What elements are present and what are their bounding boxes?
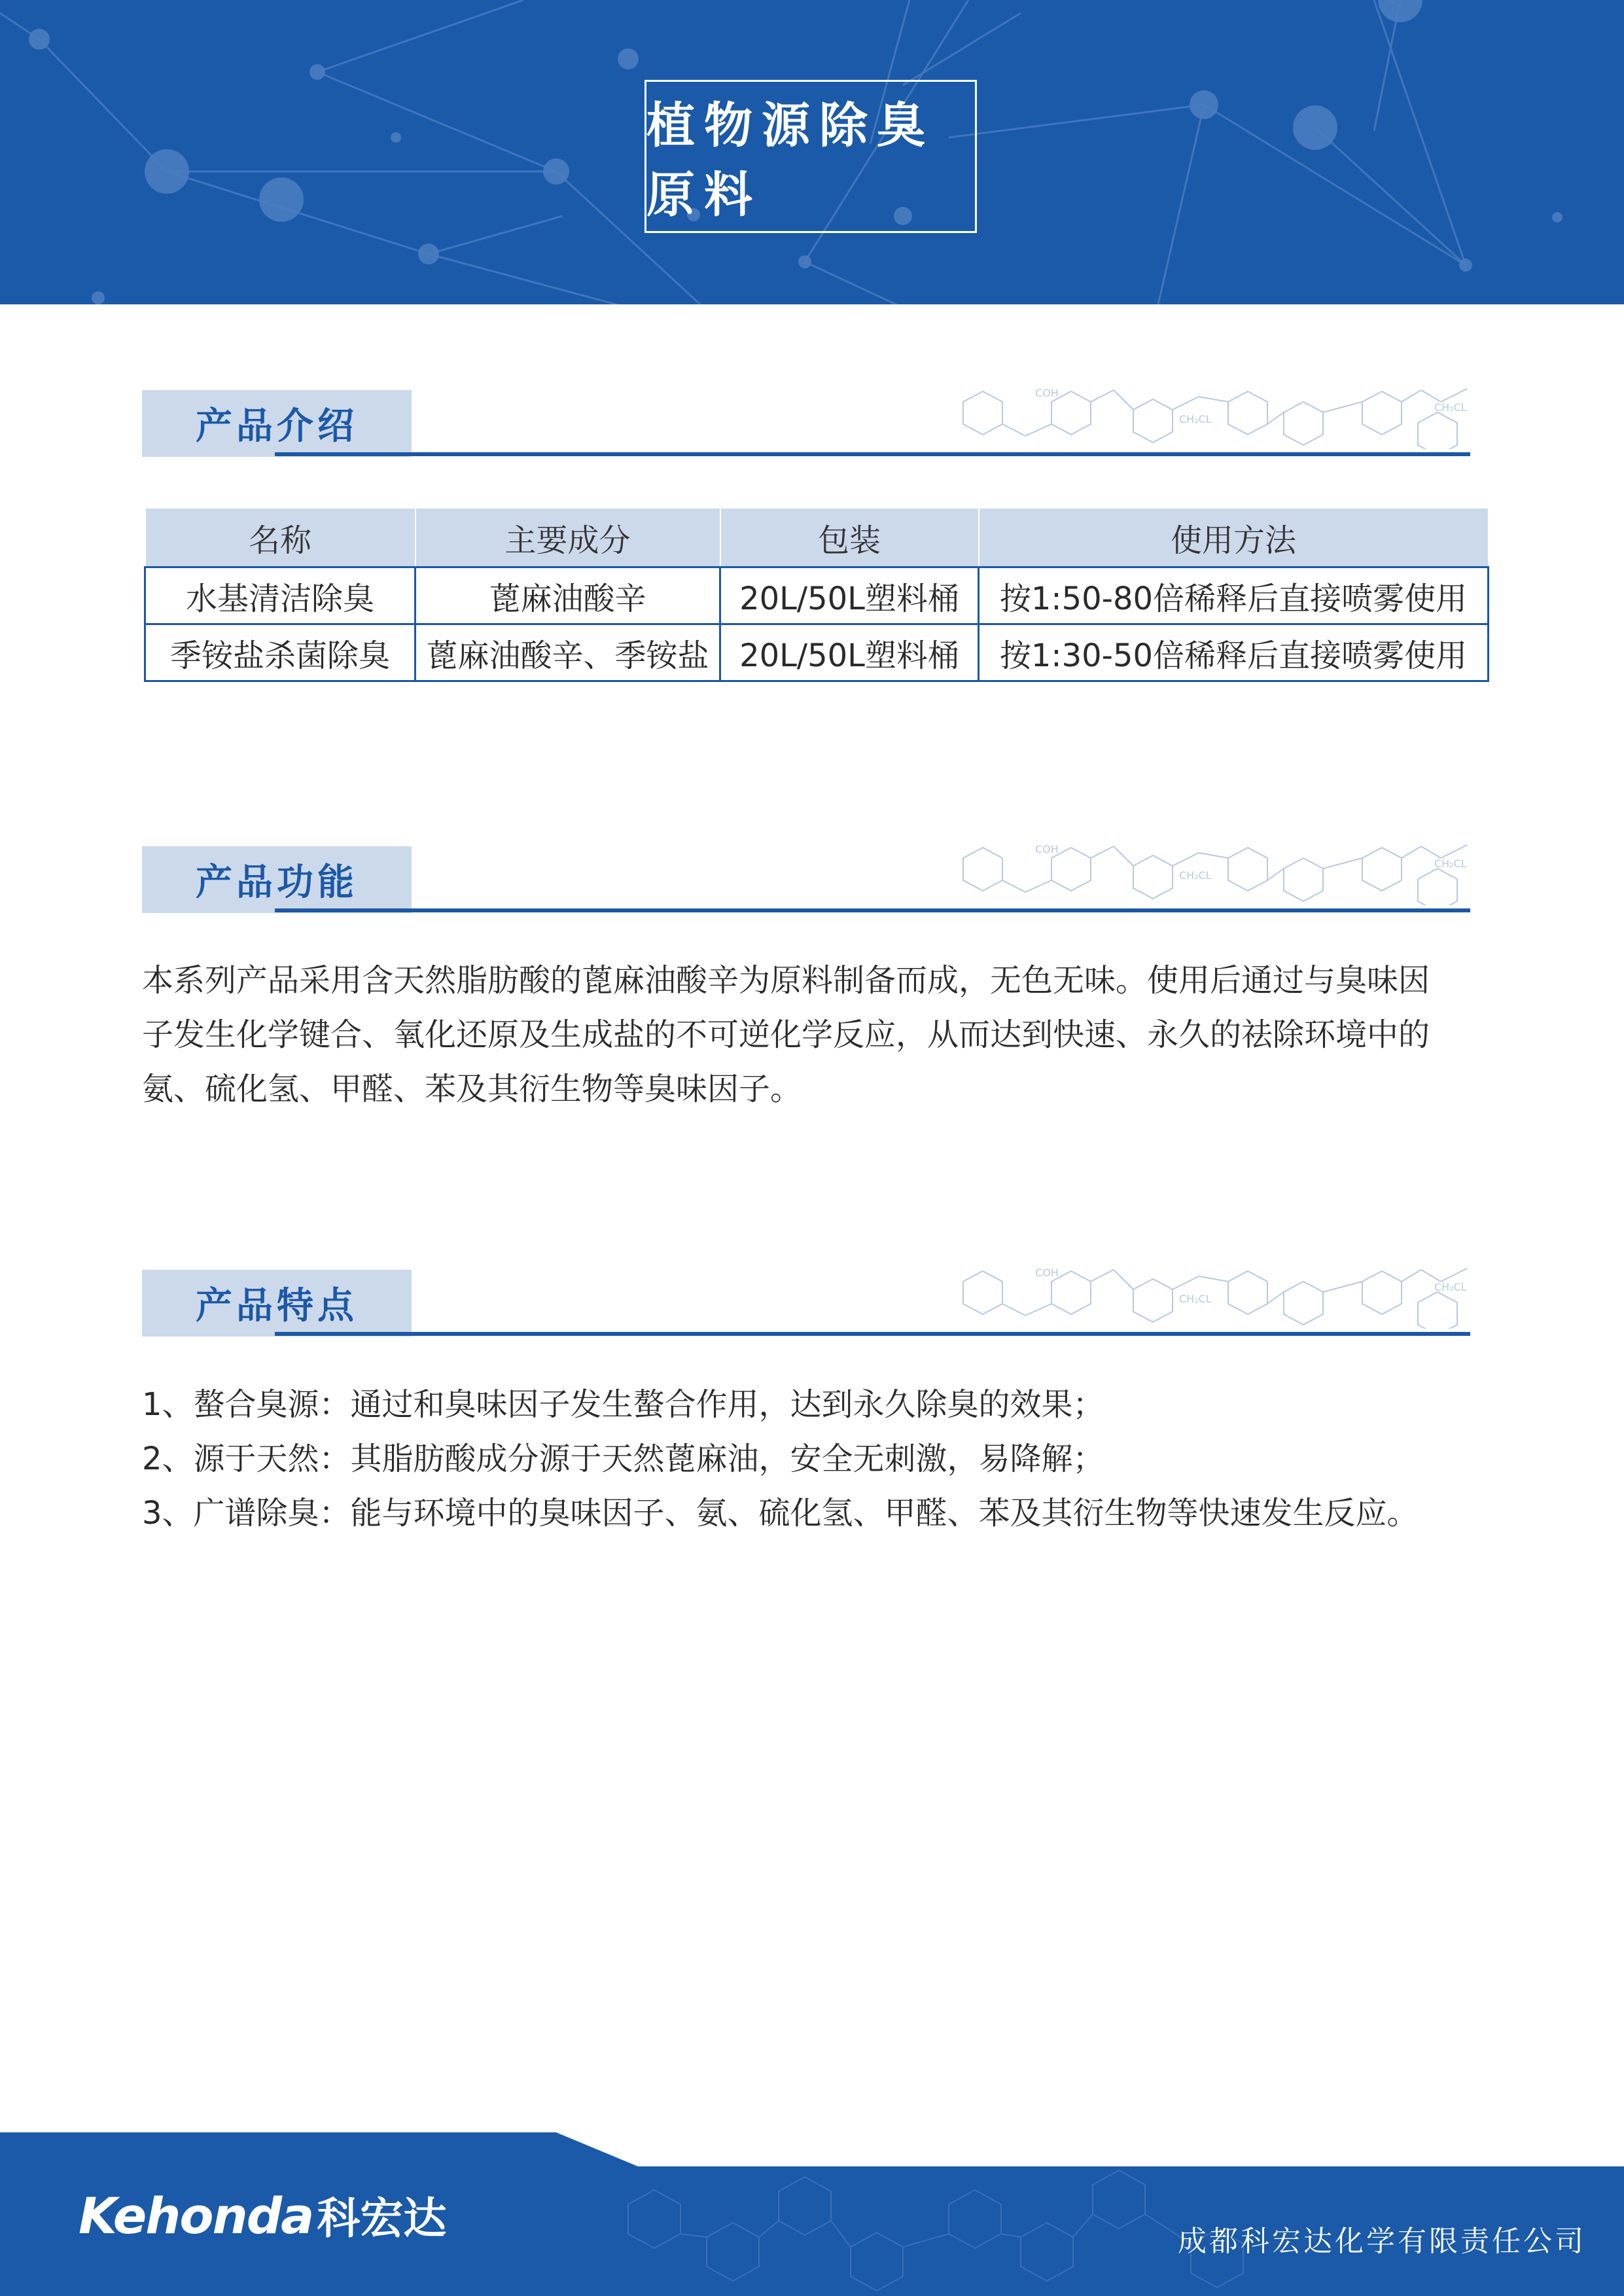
paragraph-line: 子发生化学键合、氧化还原及生成盐的不可逆化学反应，从而达到快速、永久的祛除环境中的 (142, 1016, 1430, 1053)
title-frame (644, 80, 977, 233)
table-cell: 按1:30-50倍稀释后直接喷雾使用 (979, 624, 1489, 681)
column-header-package: 包装 (720, 509, 979, 567)
molecule-structure-decoration (937, 1263, 1474, 1329)
section-underline (275, 908, 1470, 912)
chcl-label: CH₂CL (1434, 401, 1467, 414)
molecule-structure-decoration (937, 384, 1474, 449)
table-cell: 20L/50L塑料桶 (720, 624, 979, 681)
section-underline (275, 1332, 1470, 1336)
ch2cl-label: CH₂CL (1179, 869, 1212, 882)
table-cell: 按1:50-80倍稀释后直接喷雾使用 (979, 567, 1489, 624)
table-row (145, 567, 1489, 624)
list-item: 1、螯合臭源：通过和臭味因子发生螯合作用，达到永久除臭的效果； (142, 1386, 1104, 1423)
column-header-ingredient: 主要成分 (415, 509, 720, 567)
section-tab (142, 390, 412, 457)
column-header-name: 名称 (145, 509, 415, 567)
footer-banner (0, 2132, 1624, 2296)
section-header-features (142, 1266, 1470, 1336)
table-header-row (145, 509, 1489, 567)
page-title: 植物源除臭原料 (646, 98, 934, 223)
section-tab (142, 1270, 412, 1336)
table-cell: 水基清洁除臭 (145, 567, 415, 624)
ch2cl-label: CH₂CL (1179, 1293, 1212, 1305)
chcl-label: CH₂CL (1434, 1281, 1467, 1293)
coh-label: COH (1035, 387, 1059, 399)
section-title: 产品介绍 (196, 405, 358, 448)
section-header-intro (142, 387, 1470, 457)
table-cell: 蓖麻油酸辛、季铵盐 (415, 624, 720, 681)
coh-label: COH (1035, 843, 1059, 855)
company-logo (79, 2183, 446, 2246)
table-cell: 蓖麻油酸辛 (415, 567, 720, 624)
list-item: 3、广谱除臭：能与环境中的臭味因子、氨、硫化氢、甲醛、苯及其衍生物等快速发生反应。 (142, 1495, 1419, 1532)
table-cell: 季铵盐杀菌除臭 (145, 624, 415, 681)
section-underline (275, 452, 1470, 456)
ch2cl-label: CH₂CL (1179, 413, 1212, 425)
logo-chinese-text: 科宏达 (317, 2193, 447, 2244)
paragraph-line: 本系列产品采用含天然脂肪酸的蓖麻油酸辛为原料制备而成，无色无味。使用后通过与臭味因 (142, 962, 1430, 999)
table-cell: 20L/50L塑料桶 (720, 567, 979, 624)
features-list (142, 1378, 1483, 1541)
section-header-function (142, 843, 1470, 913)
logo-latin-text: Kehonda (79, 2187, 313, 2245)
chcl-label: CH₂CL (1434, 857, 1467, 870)
column-header-usage: 使用方法 (979, 509, 1489, 567)
product-table (144, 509, 1489, 682)
company-name: 成都科宏达化学有限责任公司 (1178, 2225, 1586, 2258)
section-tab (142, 846, 412, 913)
header-banner (0, 0, 1624, 304)
section-title: 产品特点 (196, 1285, 358, 1327)
section-title: 产品功能 (196, 861, 358, 904)
coh-label: COH (1035, 1266, 1059, 1279)
paragraph-line: 氨、硫化氢、甲醛、苯及其衍生物等臭味因子。 (142, 1071, 802, 1107)
list-item: 2、源于天然：其脂肪酸成分源于天然蓖麻油，安全无刺激，易降解； (142, 1441, 1104, 1477)
function-paragraph (142, 954, 1483, 1117)
molecule-structure-decoration (937, 840, 1474, 905)
table-row (145, 624, 1489, 681)
